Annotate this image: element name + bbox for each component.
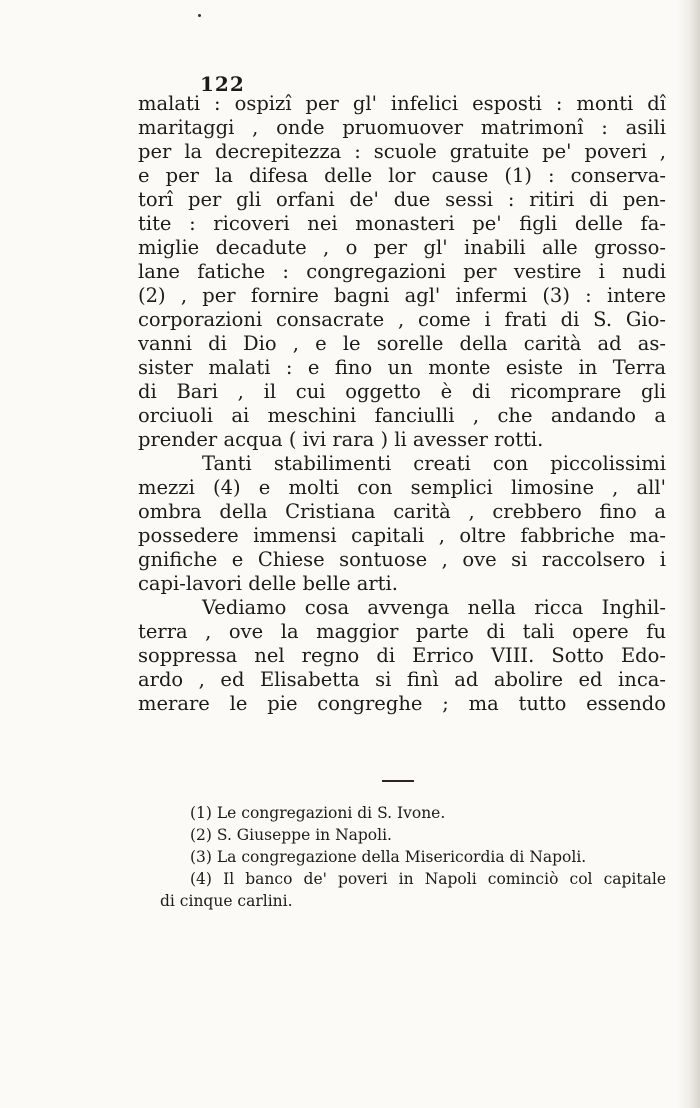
- ink-speck: [198, 14, 201, 17]
- page-number: 122: [200, 72, 245, 96]
- footnote-continuation: di cinque carlini.: [160, 892, 293, 910]
- body-text: [138, 92, 666, 716]
- body-line: (2) , per fornire bagni agl' infermi (3) : intere: [138, 284, 666, 307]
- body-line: prender acqua ( ivi rara ) li avesser rotti.: [138, 428, 544, 451]
- body-line: terra , ove la maggior parte di tali opere fu: [138, 620, 666, 643]
- body-line: di Bari , il cui oggetto è di ricomprare gli: [138, 380, 666, 403]
- footnotes: [160, 802, 666, 912]
- body-line: tite : ricoveri nei monasteri pe' figli delle fa-: [138, 212, 666, 235]
- body-line: per la decrepitezza : scuole gratuite pe' poveri ,: [138, 140, 666, 163]
- body-line: maritaggi , onde pruomuover matrimonî : asili: [138, 116, 666, 139]
- footnote: (2) S. Giuseppe in Napoli.: [190, 826, 392, 844]
- body-line: ombra della Cristiana carità , crebbero fino a: [138, 500, 666, 523]
- footnote: (1) Le congregazioni di S. Ivone.: [190, 804, 446, 822]
- body-line: torî per gli orfani de' due sessi : ritiri di pen-: [138, 188, 666, 211]
- body-line: capi-lavori delle belle arti.: [138, 572, 398, 595]
- body-line: sister malati : e fino un monte esiste in Terra: [138, 356, 666, 379]
- body-line: malati : ospizî per gl' infelici esposti : monti dî: [138, 92, 666, 115]
- body-line: mezzi (4) e molti con semplici limosine , all': [138, 476, 666, 499]
- paragraph-first-line: Tanti stabilimenti creati con piccolissimi: [202, 452, 666, 475]
- page-gutter-shadow: [678, 0, 700, 1108]
- body-line: ardo , ed Elisabetta si finì ad abolire ed inca-: [138, 668, 666, 691]
- body-line: corporazioni consacrate , come i frati di S. Gio-: [138, 308, 666, 331]
- body-line: possedere immensi capitali , oltre fabbriche ma-: [138, 524, 666, 547]
- body-line: orciuoli ai meschini fanciulli , che andando a: [138, 404, 666, 427]
- body-line: vanni di Dio , e le sorelle della carità ad as-: [138, 332, 666, 355]
- body-line: soppressa nel regno di Errico VIII. Sotto Edo-: [138, 644, 666, 667]
- footnote-separator: [382, 780, 414, 782]
- body-line: miglie decadute , o per gl' inabili alle grosso-: [138, 236, 666, 259]
- body-line: e per la difesa delle lor cause (1) : conserva-: [138, 164, 666, 187]
- footnote: (4) Il banco de' poveri in Napoli cominciò col capitale: [190, 870, 666, 888]
- footnote: (3) La congregazione della Misericordia di Napoli.: [190, 848, 587, 866]
- body-line: gnifiche e Chiese sontuose , ove si raccolsero i: [138, 548, 666, 571]
- body-line: lane fatiche : congregazioni per vestire i nudi: [138, 260, 666, 283]
- paragraph-first-line: Vediamo cosa avvenga nella ricca Inghil-: [202, 596, 666, 619]
- body-line: merare le pie congreghe ; ma tutto essendo: [138, 692, 666, 715]
